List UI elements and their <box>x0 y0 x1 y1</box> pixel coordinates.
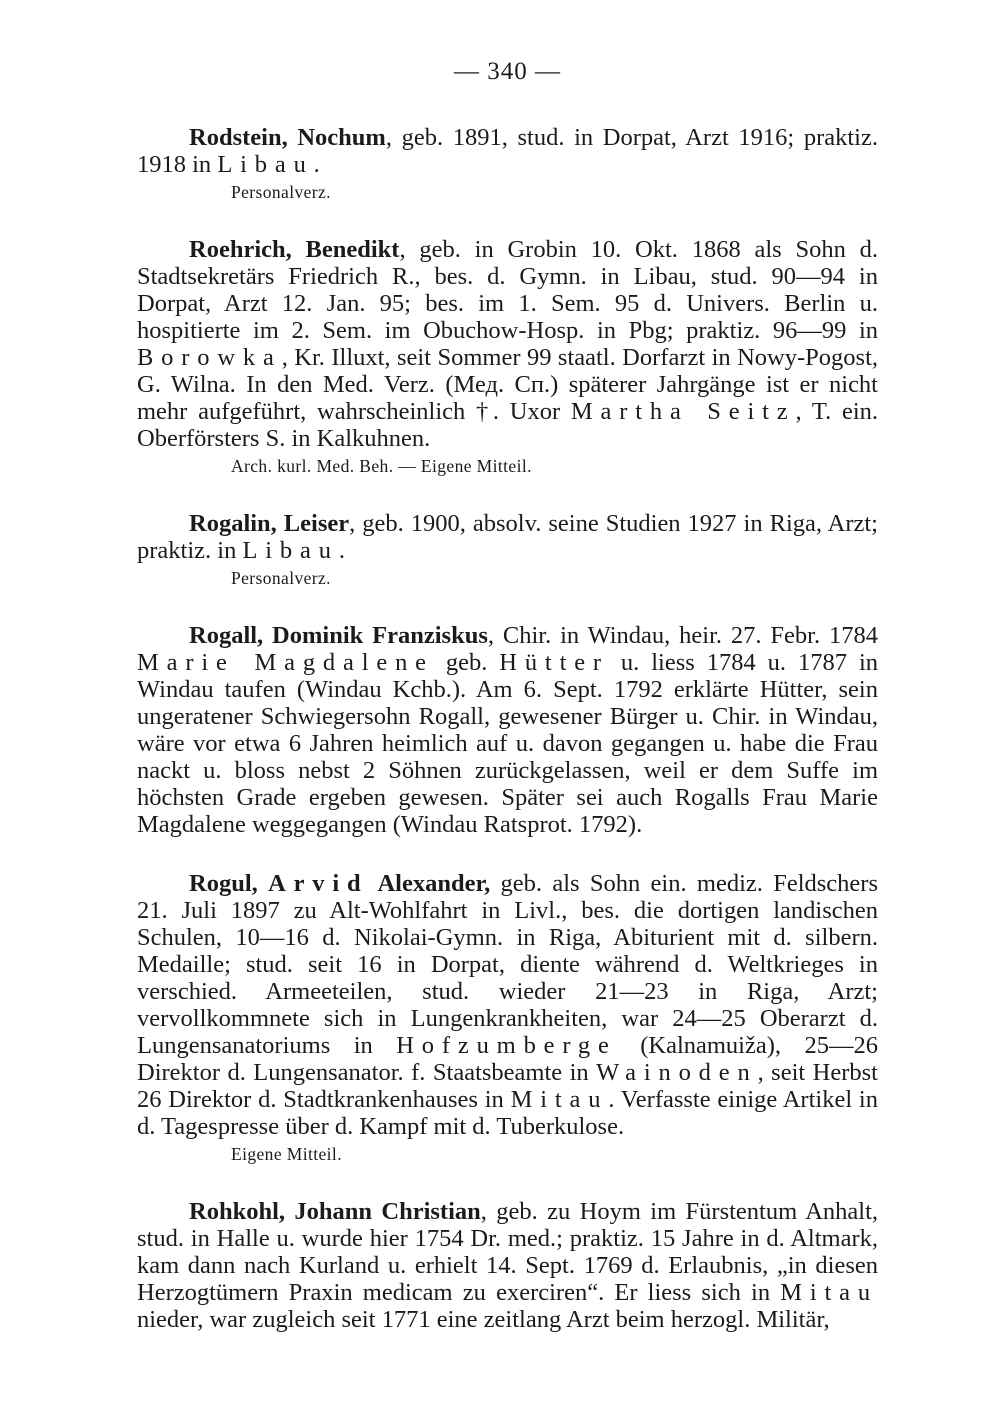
page-number: — 340 — <box>454 58 561 85</box>
spaced-place: Libau <box>242 537 339 564</box>
spaced-place: Mitau <box>780 1279 878 1306</box>
entry-text: Rogul, Arvid Alexander, geb. als Sohn ein. mediz. Feldschers 21. Juli 1897 zu Alt-Wohlfahrt in Livl., bes. die dortigen landischen Schulen, 10—16 d. Nikolai-Gymn. in Riga, Abiturient mit d. silbern. Medaille; stud. seit 16 in Dorpat, diente während d. Weltkrieges in verschied. Armeeteilen, stud. wieder 21—23 in Riga, Arzt; vervollkommnete sich in Lungenkrankheiten, war 24—25 Oberarzt d. Lungensanatoriums in Hofzumberge (Kalnamuiža), 25—26 Direktor d. Lungensanator. f. Staatsbeamte in Wainoden, seit Herbst 26 Direktor d. Stadtkrankenhauses in Mitau. Verfasste einige Artikel in d. Tagespresse über d. Kampf mit d. Tuberkulose. <box>137 870 878 1140</box>
entry-source: Personalverz. <box>231 568 331 588</box>
spaced-name: Marie Magdalene <box>137 649 434 676</box>
spaced-place: Libau <box>217 151 314 178</box>
spaced-place: Wainoden <box>596 1059 758 1086</box>
entry-name: Rohkohl, Johann Christian <box>189 1198 481 1225</box>
entry-source: Eigene Mitteil. <box>231 1144 342 1164</box>
entry-rogalin <box>137 510 878 590</box>
entry-rogul <box>137 870 878 1166</box>
spaced-place: Mitau <box>510 1086 609 1113</box>
entry-source: Personalverz. <box>231 182 331 202</box>
entry-text: Rohkohl, Johann Christian, geb. zu Hoym im Fürstentum Anhalt, stud. in Halle u. wurde hier 1754 Dr. med.; praktiz. 15 Jahre in d. Altmark, kam dann nach Kurland u. erhielt 14. Sept. 1769 d. Erlaubnis, „in diesen Herzogtümern Praxin medicam zu exerciren“. Er liess sich in Mitau nieder, war zugleich seit 1771 eine zeitlang Arzt beim herzogl. Militär, <box>137 1198 878 1333</box>
entry-roehrich <box>137 236 878 478</box>
entry-text: Roehrich, Benedikt, geb. in Grobin 10. Okt. 1868 als Sohn d. Stadtsekretärs Friedrich R., bes. d. Gymn. in Libau, stud. 90—94 in Dorpat, Arzt 12. Jan. 95; bes. im 1. Sem. 95 d. Univers. Berlin u. hospitierte im 2. Sem. im Obuchow-Hosp. in Pbg; praktiz. 96—99 in Borowka, Kr. Illuxt, seit Sommer 99 staatl. Dorfarzt in Nowy-Pogost, G. Wilna. In den Med. Verz. (Мед. Сп.) späterer Jahrgänge ist er nicht mehr aufgeführt, wahrscheinlich †. Uxor Martha Seitz, T. ein. Oberförsters S. in Kalkuhnen. <box>137 236 878 452</box>
entry-rogall <box>137 622 878 838</box>
entry-name: Rogall, Dominik Franziskus <box>189 622 488 649</box>
spaced-place: Hofzumberge <box>396 1032 617 1059</box>
entry-name: Rodstein, Nochum <box>189 124 386 151</box>
entry-text: Rogall, Dominik Franziskus, Chir. in Windau, heir. 27. Febr. 1784 Marie Magdalene geb. Hütter u. liess 1784 u. 1787 in Windau taufen (Windau Kchb.). Am 6. Sept. 1792 erklärte Hütter, sein ungeratener Schwiegersohn Rogall, gewesener Bürger u. Chir. in Windau, wäre vor etwa 6 Jahren heimlich auf u. davon gegangen u. habe die Frau nackt u. bloss nebst 2 Söhnen zurückgelassen, weil er dem Suffe im höchsten Grade ergeben gewesen. Später sei auch Rogalls Frau Marie Magdalene weggegangen (Windau Ratsprot. 1792). <box>137 622 878 838</box>
entry-name: Rogul, Arvid Alexander, <box>189 870 491 897</box>
entry-source: Arch. kurl. Med. Beh. — Eigene Mitteil. <box>231 456 532 476</box>
entry-rodstein <box>137 124 878 204</box>
entry-name: Roehrich, Benedikt <box>189 236 400 263</box>
entry-rohkohl <box>137 1198 878 1333</box>
entry-name: Rogalin, Leiser <box>189 510 350 537</box>
entry-text: Rogalin, Leiser, geb. 1900, absolv. seine Studien 1927 in Riga, Arzt; praktiz. in Libau. <box>137 510 878 564</box>
spaced-place: Borowka <box>137 344 282 371</box>
spaced-name: Martha Seitz <box>570 398 796 425</box>
spaced-name: Hütter <box>499 649 609 676</box>
entry-text: Rodstein, Nochum, geb. 1891, stud. in Dorpat, Arzt 1916; praktiz. 1918 in Libau. <box>137 124 878 178</box>
